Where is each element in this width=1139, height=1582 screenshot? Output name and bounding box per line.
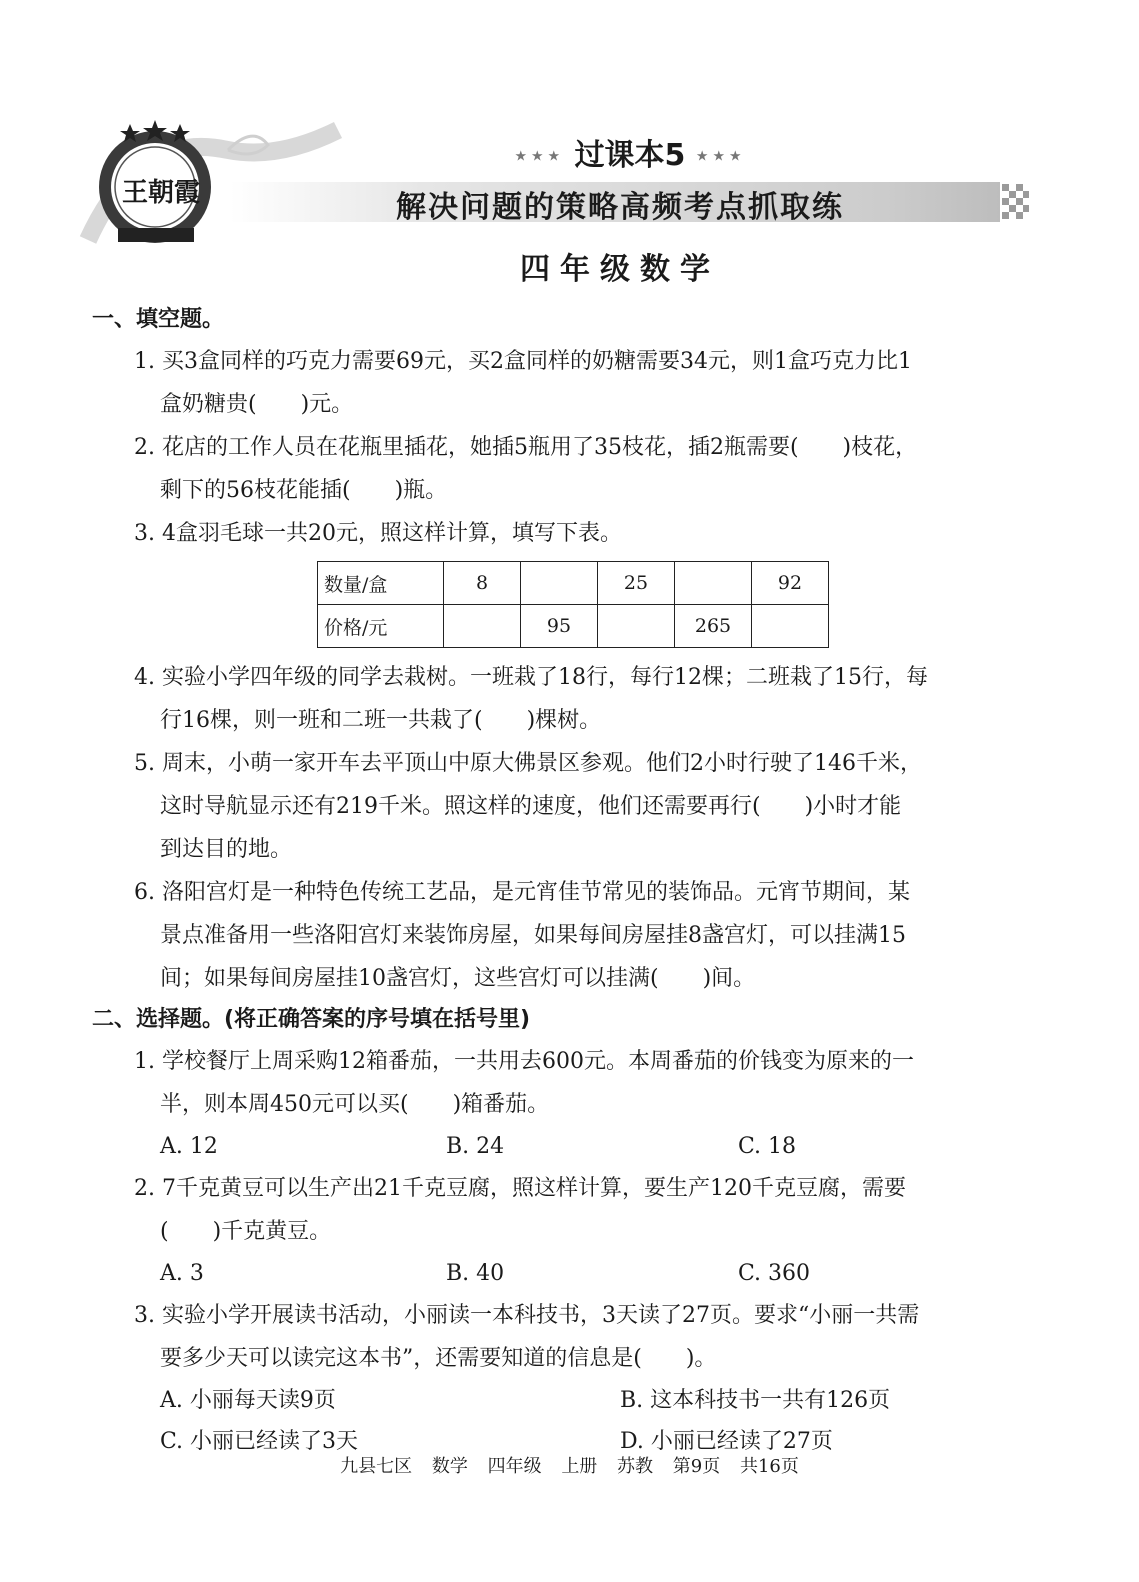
option-b: B. 这本科技书一共有126页 [620,1388,891,1413]
option-b: B. 24 [446,1134,505,1159]
option-a: A. 3 [160,1261,204,1286]
table-cell: 92 [752,562,829,605]
question-1-3: 3. 4盒羽毛球一共20元，照这样计算，填写下表。 [134,521,622,546]
option-a: A. 12 [160,1134,218,1159]
question-1-4: 4. 实验小学四年级的同学去栽树。一班栽了18行，每行12棵；二班栽了15行，每 行16棵，则一班和二班一共栽了( )棵树。 [134,665,928,733]
table-row [318,562,829,605]
question-1-5: 5. 周末，小萌一家开车去平顶山中原大佛景区参观。他们2小时行驶了146千米， 这时导航显示还有219千米。照这样的速度，他们还需要再行( )小时才能 到达目的地。 [134,751,922,862]
table-cell: 8 [444,562,521,605]
question-2-3: 3. 实验小学开展读书活动，小丽读一本科技书，3天读了27页。要求“小丽一共需 要多少天可以读完这本书”，还需要知道的信息是( )。 [134,1303,920,1371]
question-2-1: 1. 学校餐厅上周采购12箱番茄，一共用去600元。本周番茄的价钱变为原来的一 半，则本周450元可以买( )箱番茄。 [134,1049,914,1117]
stars-left: ★★★ [514,148,565,165]
option-c: C. 小丽已经读了3天 [160,1429,359,1454]
table-cell: 价格/元 [318,605,444,648]
banner-title: 解决问题的策略高频考点抓取练 [396,190,844,225]
options-2-3-row1 [92,1380,1042,1421]
options-2-1 [92,1126,1042,1167]
question-1-2: 2. 花店的工作人员在花瓶里插花，她插5瓶用了35枝花，插2瓶需要( )枝花， 剩下的56枝花能插( )瓶。 [134,435,918,503]
question-1-6: 6. 洛阳宫灯是一种特色传统工艺品，是元宵佳节常见的装饰品。元宵节期间，某 景点准备用一些洛阳宫灯来装饰房屋，如果每间房屋挂8盏宫灯，可以挂满15 间；如果每间房屋挂10盏宫灯，这些宫灯可以挂满( )间。 [134,880,910,991]
option-c: C. 360 [738,1261,811,1286]
table-cell [444,605,521,648]
grade-subject: 四年级数学 [520,252,720,287]
options-2-2 [92,1253,1042,1294]
table-cell: 265 [675,605,752,648]
worksheet-content [92,300,1042,1462]
option-c: C. 18 [738,1134,797,1159]
option-b: B. 40 [446,1261,505,1286]
price-table [317,561,1042,648]
logo-text: 王朝霞 [122,178,201,208]
option-a: A. 小丽每天读9页 [160,1388,336,1413]
table-cell: 25 [598,562,675,605]
table-cell [675,562,752,605]
book-label [500,130,760,174]
table-cell: 95 [521,605,598,648]
table-cell [598,605,675,648]
table-cell [521,562,598,605]
section1-title: 一、填空题。 [92,307,225,332]
table-cell [752,605,829,648]
question-2-2: 2. 7千克黄豆可以生产出21千克豆腐，照这样计算，要生产120千克豆腐，需要 ( )千克黄豆。 [134,1176,906,1244]
question-1-1: 1. 买3盒同样的巧克力需要69元，买2盒同样的奶糖需要34元，则1盒巧克力比1 盒奶糖贵( )元。 [134,349,912,417]
option-d: D. 小丽已经读了27页 [620,1429,833,1454]
book-label-text: 过课本5 [574,138,686,173]
table-row [318,605,829,648]
stars-right: ★★★ [695,148,746,165]
table-cell: 数量/盒 [318,562,444,605]
page-footer: 九县七区 数学 四年级 上册 苏教 第9页 共16页 [340,1456,799,1477]
section2-title: 二、选择题。(将正确答案的序号填在括号里) [92,1007,531,1032]
